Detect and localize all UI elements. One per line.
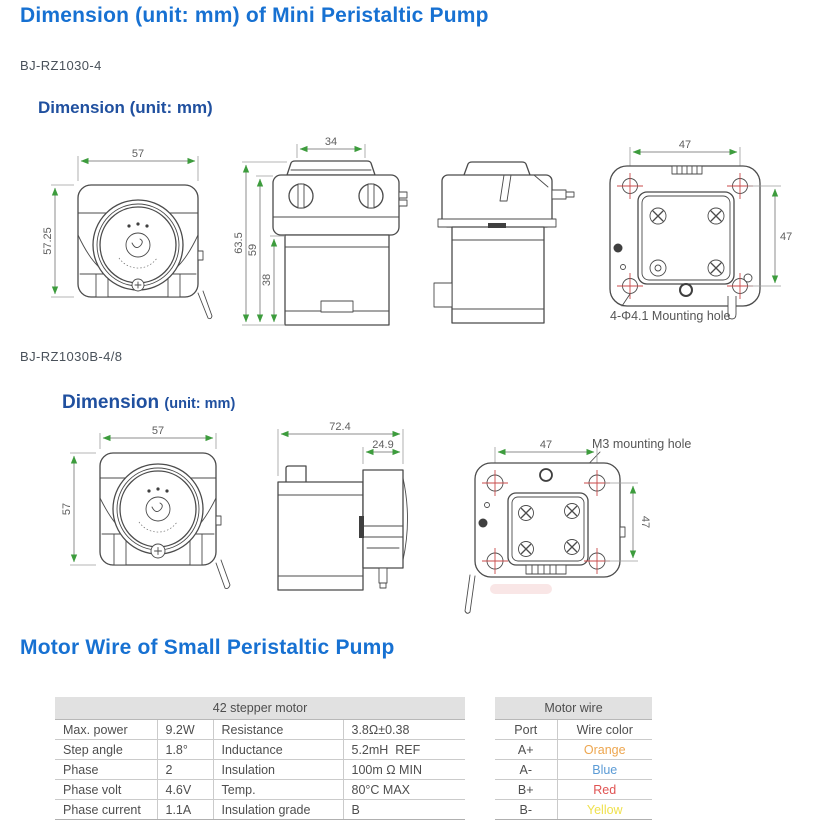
spec-label-cell: Step angle [55, 740, 157, 760]
table-header-row [55, 697, 465, 720]
table-row [495, 800, 652, 820]
spec-value-cell: 4.6V [157, 780, 213, 800]
column-header-wire-color: Wire color [557, 720, 652, 740]
table-row [495, 760, 652, 780]
table-row [55, 760, 465, 780]
wire-color-cell: Blue [557, 760, 652, 780]
side-view-drawing-rz1030b [270, 420, 425, 625]
dimension-label: 57 [61, 502, 73, 516]
page-title: Dimension (unit: mm) of Mini Peristaltic Pump [20, 4, 489, 27]
port-cell: B- [495, 800, 557, 820]
table-header-row [495, 697, 652, 720]
dimension-label: 59 [247, 243, 259, 257]
spec-value-cell: 3.8Ω±0.38 [343, 720, 465, 740]
spec-label-cell: Phase [55, 760, 157, 780]
dimension-label: 63.5 [233, 232, 245, 254]
spec-value-cell: 100m Ω MIN [343, 760, 465, 780]
dimension-label: 47 [678, 139, 692, 151]
heading-unit: (unit: mm) [164, 396, 236, 412]
table-row [55, 720, 465, 740]
table-row [55, 800, 465, 820]
wire-table-title: Motor wire [495, 697, 652, 720]
spec-label-cell: Inductance [213, 740, 343, 760]
spec-value-cell: 9.2W [157, 720, 213, 740]
table-row [55, 780, 465, 800]
stepper-motor-spec-table [55, 697, 465, 820]
model-code-rz1030b: BJ-RZ1030B-4/8 [20, 349, 123, 364]
port-cell: A+ [495, 740, 557, 760]
spec-value-cell: 1.8° [157, 740, 213, 760]
column-header-port: Port [495, 720, 557, 740]
table-row [55, 740, 465, 760]
spec-label-cell: Insulation grade [213, 800, 343, 820]
spec-label-cell: Phase current [55, 800, 157, 820]
dimension-label: 57 [131, 148, 145, 160]
dimension-label: 57.25 [42, 227, 54, 255]
table-row [495, 740, 652, 760]
watermark-smudge [490, 584, 552, 594]
dimension-label: 47 [780, 231, 793, 243]
port-cell: B+ [495, 780, 557, 800]
spec-value-cell: 2 [157, 760, 213, 780]
spec-value-cell: B [343, 800, 465, 820]
dimension-label: 57 [151, 425, 165, 437]
heading-main: Dimension [62, 392, 160, 413]
height-view-drawing-rz1030-4 [233, 133, 438, 333]
spec-label-cell: Phase volt [55, 780, 157, 800]
table-row [495, 780, 652, 800]
mounting-hole-note: 4-Φ4.1 Mounting hole [610, 309, 731, 323]
back-view-drawing-rz1030b [450, 415, 720, 630]
wire-color-cell: Red [557, 780, 652, 800]
motor-table-title: 42 stepper motor [55, 697, 465, 720]
side-view-drawing-rz1030-4 [428, 133, 588, 333]
spec-label-cell: Temp. [213, 780, 343, 800]
front-view-drawing-rz1030-4 [40, 133, 235, 333]
table-row [495, 720, 652, 740]
wire-color-cell: Orange [557, 740, 652, 760]
back-view-drawing-rz1030-4 [578, 130, 823, 330]
dimension-label: 47 [639, 515, 651, 529]
front-view-drawing-rz1030b [60, 420, 295, 625]
section-title-motor-wire: Motor Wire of Small Peristaltic Pump [20, 636, 395, 659]
spec-value-cell: 5.2mH REF [343, 740, 465, 760]
wire-color-cell: Yellow [557, 800, 652, 820]
spec-value-cell: 80°C MAX [343, 780, 465, 800]
spec-label-cell: Insulation [213, 760, 343, 780]
motor-wire-table [495, 697, 652, 820]
spec-label-cell: Max. power [55, 720, 157, 740]
dimension-label: 47 [539, 439, 553, 451]
dimension-label: 34 [324, 136, 338, 148]
dimension-label: 38 [261, 273, 273, 287]
dimension-heading-2 [62, 392, 235, 414]
spec-label-cell: Resistance [213, 720, 343, 740]
spec-value-cell: 1.1A [157, 800, 213, 820]
port-cell: A- [495, 760, 557, 780]
model-code-rz1030-4: BJ-RZ1030-4 [20, 58, 102, 73]
dimension-label: 72.4 [329, 421, 351, 433]
dimension-heading-1: Dimension (unit: mm) [38, 98, 213, 117]
dimension-label: 24.9 [372, 439, 394, 451]
mounting-hole-note: M3 mounting hole [592, 437, 692, 451]
